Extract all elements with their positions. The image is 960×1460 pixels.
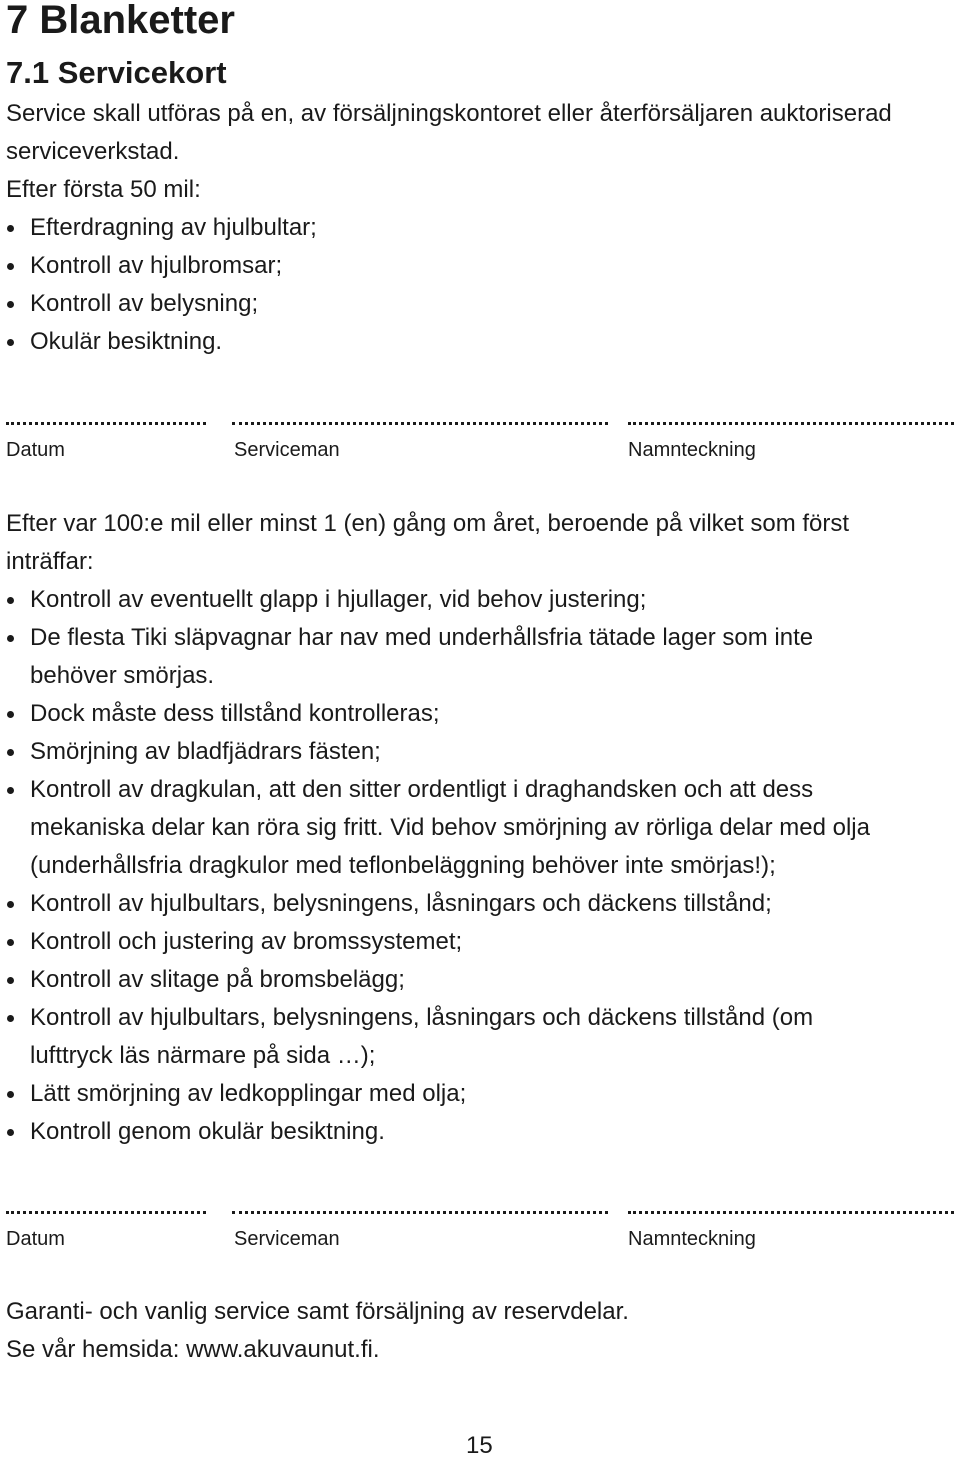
periodic-service-checklist [6,581,870,1151]
intro-line: Service skall utföras på en, av försäljningskontoret eller återförsäljaren auktoriserad [6,100,892,127]
list-item: Kontroll av hjulbultars, belysningens, låsningars och däckens tillstånd (om lufttryck läs närmare på sida …); [6,999,870,1075]
date-signature-line[interactable] [6,422,206,425]
list-item: Kontroll av hjulbultars, belysningens, låsningars och däckens tillstånd; [6,885,870,923]
list-item: Kontroll av dragkulan, att den sitter ordentligt i draghandsken och att dess mekaniska delar kan röra sig fritt. Vid behov smörjning av rörliga delar med olja (underhållsfria dragkulor med teflonbeläggning behöver inte smörjas!); [6,771,870,885]
serviceman-signature-line[interactable] [232,1211,608,1214]
intro-condition: Efter första 50 mil: [6,176,201,203]
date-label: Datum [6,1228,65,1250]
chapter-title: 7 Blanketter [6,0,235,42]
list-item: De flesta Tiki släpvagnar har nav med underhållsfria tätade lager som inte behöver smörjas. [6,619,870,695]
list-item: Kontroll av eventuellt glapp i hjullager, vid behov justering; [6,581,870,619]
date-label: Datum [6,439,65,461]
date-signature-line[interactable] [6,1211,206,1214]
name-signature-line[interactable] [628,1211,954,1214]
list-item: Dock måste dess tillstånd kontrolleras; [6,695,870,733]
intro-line: serviceverkstad. [6,138,180,165]
periodic-intro-line: Efter var 100:e mil eller minst 1 (en) gång om året, beroende på vilket som först [6,510,850,537]
serviceman-signature-line[interactable] [232,422,608,425]
list-item: Kontroll av belysning; [6,285,317,323]
page-number: 15 [466,1432,493,1459]
list-item: Lätt smörjning av ledkopplingar med olja; [6,1075,870,1113]
serviceman-label: Serviceman [234,439,340,461]
list-item: Smörjning av bladfjädrars fästen; [6,733,870,771]
footer-website-line: Se vår hemsida: www.akuvaunut.fi. [6,1336,380,1363]
signature-label: Namnteckning [628,439,756,461]
first-service-checklist [6,209,317,361]
list-item: Okulär besiktning. [6,323,317,361]
list-item: Kontroll av slitage på bromsbelägg; [6,961,870,999]
footer-line: Garanti- och vanlig service samt försäljning av reservdelar. [6,1298,629,1325]
list-item: Kontroll genom okulär besiktning. [6,1113,870,1151]
section-title: 7.1 Servicekort [6,55,227,90]
list-item: Efterdragning av hjulbultar; [6,209,317,247]
periodic-intro-line: inträffar: [6,548,94,575]
serviceman-label: Serviceman [234,1228,340,1250]
signature-label: Namnteckning [628,1228,756,1250]
list-item: Kontroll av hjulbromsar; [6,247,317,285]
name-signature-line[interactable] [628,422,954,425]
list-item: Kontroll och justering av bromssystemet; [6,923,870,961]
